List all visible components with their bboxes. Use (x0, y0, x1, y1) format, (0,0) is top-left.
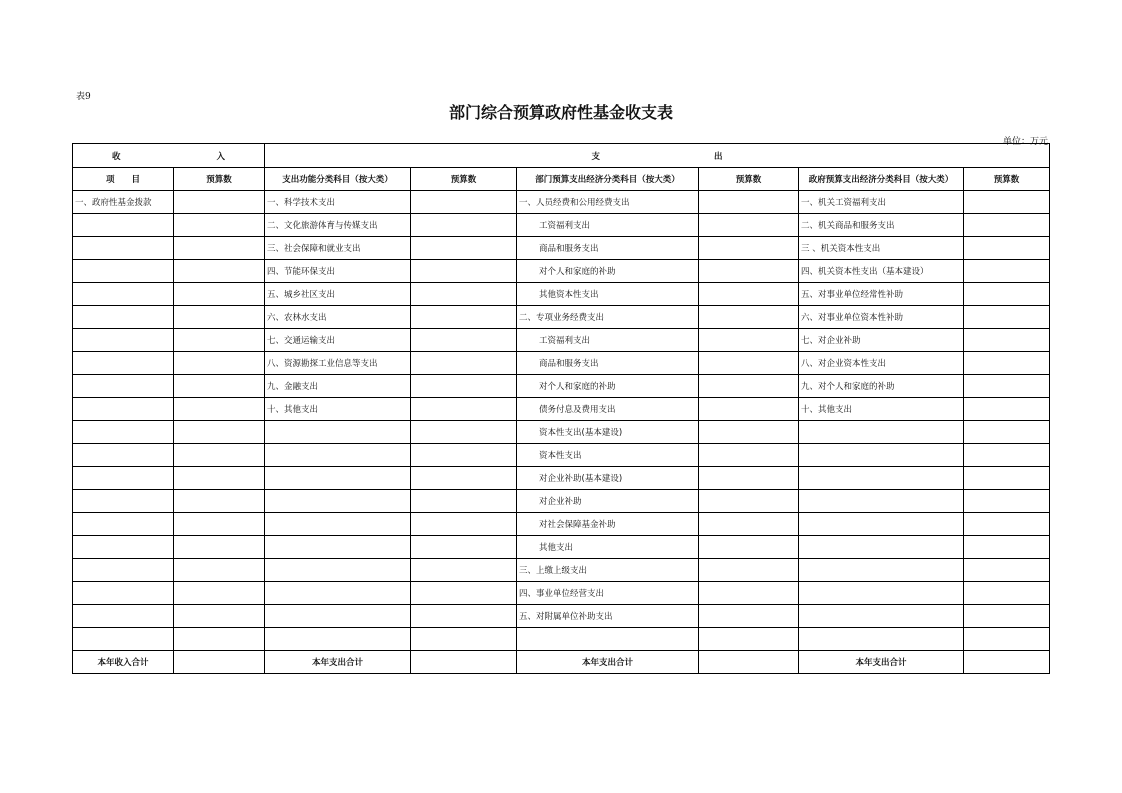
column-header-row (73, 168, 1050, 191)
func-item-cell: 六、农林水支出 (265, 306, 411, 329)
table-row (73, 536, 1050, 559)
dept-budget-cell (699, 444, 799, 467)
dept-item-cell: 工资福利支出 (517, 214, 699, 237)
unit-label: 单位：万元 (1002, 137, 1048, 147)
func-budget-cell (411, 306, 517, 329)
income-item-cell (73, 444, 174, 467)
col-header-func: 支出功能分类科目（按大类） (265, 168, 411, 191)
income-item-cell (73, 375, 174, 398)
dept-total-label: 本年支出合计 (517, 651, 699, 674)
dept-item-cell: 对社会保障基金补助 (517, 513, 699, 536)
func-budget-cell (411, 260, 517, 283)
gov-item-cell: 四、机关资本性支出（基本建设） (799, 260, 964, 283)
income-budget-cell (174, 237, 265, 260)
gov-budget-cell (964, 467, 1050, 490)
totals-row (73, 651, 1050, 674)
gov-item-cell: 十、其他支出 (799, 398, 964, 421)
table-row (73, 559, 1050, 582)
income-item-cell (73, 329, 174, 352)
gov-item-cell (799, 605, 964, 628)
func-budget-cell (411, 559, 517, 582)
func-budget-cell (411, 375, 517, 398)
func-item-cell: 三、社会保障和就业支出 (265, 237, 411, 260)
income-budget-cell (174, 536, 265, 559)
income-section-header (73, 144, 265, 168)
col-header-gov: 政府预算支出经济分类科目（按大类） (799, 168, 964, 191)
dept-budget-cell (699, 398, 799, 421)
dept-budget-cell (699, 536, 799, 559)
income-left-char: 收 (111, 151, 121, 162)
dept-budget-cell (699, 605, 799, 628)
income-item-cell (73, 536, 174, 559)
expense-right-char: 出 (714, 151, 723, 162)
func-budget-cell (411, 191, 517, 214)
income-budget-cell (174, 628, 265, 651)
table-row (73, 467, 1050, 490)
gov-item-cell: 二、机关商品和服务支出 (799, 214, 964, 237)
dept-item-cell: 其他资本性支出 (517, 283, 699, 306)
func-budget-cell (411, 352, 517, 375)
dept-budget-cell (699, 260, 799, 283)
dept-item-cell: 二、专项业务经费支出 (517, 306, 699, 329)
gov-budget-cell (964, 329, 1050, 352)
gov-budget-cell (964, 605, 1050, 628)
gov-budget-cell (964, 536, 1050, 559)
dept-item-cell: 对个人和家庭的补助 (517, 375, 699, 398)
income-budget-cell (174, 214, 265, 237)
table-row (73, 513, 1050, 536)
func-item-cell (265, 582, 411, 605)
income-budget-cell (174, 398, 265, 421)
col-header-dept-budget: 预算数 (699, 168, 799, 191)
table-row (73, 260, 1050, 283)
func-budget-cell (411, 398, 517, 421)
income-budget-cell (174, 306, 265, 329)
func-budget-cell (411, 214, 517, 237)
table-row (73, 329, 1050, 352)
gov-budget-cell (964, 375, 1050, 398)
func-budget-cell (411, 467, 517, 490)
gov-budget-cell (964, 283, 1050, 306)
gov-item-cell: 九、对个人和家庭的补助 (799, 375, 964, 398)
income-budget-cell (174, 191, 265, 214)
income-item-cell (73, 628, 174, 651)
dept-budget-cell (699, 352, 799, 375)
col-header-gov-budget: 预算数 (964, 168, 1050, 191)
col-header-item: 项 目 (73, 168, 174, 191)
income-budget-cell (174, 467, 265, 490)
table-row (73, 628, 1050, 651)
dept-item-cell: 资本性支出(基本建设) (517, 421, 699, 444)
gov-total-value (964, 651, 1050, 674)
income-item-cell (73, 559, 174, 582)
gov-item-cell (799, 490, 964, 513)
page-title: 部门综合预算政府性基金收支表 (448, 103, 673, 122)
section-header-row (73, 144, 1050, 168)
gov-item-cell: 六、对事业单位资本性补助 (799, 306, 964, 329)
table-row (73, 191, 1050, 214)
income-budget-cell (174, 605, 265, 628)
gov-budget-cell (964, 398, 1050, 421)
func-item-cell: 一、科学技术支出 (265, 191, 411, 214)
gov-budget-cell (964, 513, 1050, 536)
dept-item-cell: 工资福利支出 (517, 329, 699, 352)
dept-item-cell: 对企业补助 (517, 490, 699, 513)
func-budget-cell (411, 582, 517, 605)
income-total-value (174, 651, 265, 674)
dept-item-cell: 商品和服务支出 (517, 352, 699, 375)
income-budget-cell (174, 260, 265, 283)
table-row (73, 306, 1050, 329)
income-item-cell (73, 467, 174, 490)
gov-item-cell: 七、对企业补助 (799, 329, 964, 352)
dept-item-cell: 四、事业单位经营支出 (517, 582, 699, 605)
income-item-cell: 一、政府性基金拨款 (73, 191, 174, 214)
dept-total-value (699, 651, 799, 674)
func-total-value (411, 651, 517, 674)
table-row (73, 283, 1050, 306)
func-item-cell (265, 490, 411, 513)
gov-item-cell: 一、机关工资福利支出 (799, 191, 964, 214)
income-budget-cell (174, 375, 265, 398)
func-item-cell: 五、城乡社区支出 (265, 283, 411, 306)
income-item-cell (73, 398, 174, 421)
income-budget-cell (174, 559, 265, 582)
func-item-cell: 七、交通运输支出 (265, 329, 411, 352)
gov-item-cell (799, 536, 964, 559)
func-item-cell: 四、节能环保支出 (265, 260, 411, 283)
gov-budget-cell (964, 214, 1050, 237)
dept-budget-cell (699, 513, 799, 536)
table-row (73, 421, 1050, 444)
gov-budget-cell (964, 260, 1050, 283)
income-item-cell (73, 283, 174, 306)
gov-budget-cell (964, 559, 1050, 582)
func-budget-cell (411, 628, 517, 651)
gov-budget-cell (964, 628, 1050, 651)
income-item-cell (73, 490, 174, 513)
table-row (73, 214, 1050, 237)
dept-budget-cell (699, 191, 799, 214)
gov-budget-cell (964, 237, 1050, 260)
dept-budget-cell (699, 214, 799, 237)
dept-budget-cell (699, 283, 799, 306)
income-budget-cell (174, 490, 265, 513)
func-budget-cell (411, 283, 517, 306)
income-item-cell (73, 605, 174, 628)
gov-item-cell (799, 628, 964, 651)
income-item-cell (73, 214, 174, 237)
income-right-char: 入 (216, 151, 226, 162)
func-item-cell (265, 559, 411, 582)
gov-budget-cell (964, 191, 1050, 214)
table-row (73, 237, 1050, 260)
func-item-cell (265, 444, 411, 467)
dept-budget-cell (699, 306, 799, 329)
col-header-income-budget: 预算数 (174, 168, 265, 191)
income-item-cell (73, 260, 174, 283)
dept-budget-cell (699, 421, 799, 444)
func-budget-cell (411, 329, 517, 352)
dept-item-cell: 三、上缴上级支出 (517, 559, 699, 582)
func-item-cell: 二、文化旅游体育与传媒支出 (265, 214, 411, 237)
func-budget-cell (411, 444, 517, 467)
func-budget-cell (411, 605, 517, 628)
gov-budget-cell (964, 582, 1050, 605)
col-header-func-budget: 预算数 (411, 168, 517, 191)
dept-budget-cell (699, 467, 799, 490)
table-number: 表9 (76, 92, 91, 102)
func-item-cell (265, 605, 411, 628)
dept-item-cell (517, 628, 699, 651)
dept-item-cell: 五、对附属单位补助支出 (517, 605, 699, 628)
table-row (73, 444, 1050, 467)
expense-left-char: 支 (591, 151, 601, 162)
func-item-cell (265, 628, 411, 651)
dept-budget-cell (699, 582, 799, 605)
income-budget-cell (174, 444, 265, 467)
gov-budget-cell (964, 306, 1050, 329)
dept-item-cell: 商品和服务支出 (517, 237, 699, 260)
income-budget-cell (174, 352, 265, 375)
gov-item-cell: 五、对事业单位经常性补助 (799, 283, 964, 306)
func-item-cell: 十、其他支出 (265, 398, 411, 421)
dept-item-cell: 资本性支出 (517, 444, 699, 467)
gov-item-cell (799, 513, 964, 536)
col-header-dept: 部门预算支出经济分类科目（按大类） (517, 168, 699, 191)
func-item-cell (265, 536, 411, 559)
budget-table (72, 143, 1050, 674)
func-budget-cell (411, 421, 517, 444)
func-item-cell (265, 467, 411, 490)
func-total-label: 本年支出合计 (265, 651, 411, 674)
table-row (73, 605, 1050, 628)
dept-item-cell: 对个人和家庭的补助 (517, 260, 699, 283)
income-budget-cell (174, 582, 265, 605)
dept-budget-cell (699, 375, 799, 398)
func-item-cell (265, 513, 411, 536)
gov-budget-cell (964, 490, 1050, 513)
dept-budget-cell (699, 628, 799, 651)
gov-budget-cell (964, 444, 1050, 467)
dept-budget-cell (699, 329, 799, 352)
income-budget-cell (174, 513, 265, 536)
table-row (73, 582, 1050, 605)
table-row (73, 490, 1050, 513)
func-budget-cell (411, 237, 517, 260)
dept-item-cell: 一、人员经费和公用经费支出 (517, 191, 699, 214)
income-item-cell (73, 421, 174, 444)
dept-item-cell: 债务付息及费用支出 (517, 398, 699, 421)
gov-item-cell (799, 421, 964, 444)
income-item-cell (73, 237, 174, 260)
table-row (73, 352, 1050, 375)
dept-item-cell: 其他支出 (517, 536, 699, 559)
func-item-cell: 八、资源勘探工业信息等支出 (265, 352, 411, 375)
income-item-cell (73, 352, 174, 375)
table-row (73, 375, 1050, 398)
gov-total-label: 本年支出合计 (799, 651, 964, 674)
income-item-cell (73, 582, 174, 605)
expense-section-header (265, 144, 1050, 168)
dept-budget-cell (699, 559, 799, 582)
income-item-cell (73, 513, 174, 536)
dept-budget-cell (699, 237, 799, 260)
func-item-cell (265, 421, 411, 444)
income-total-label: 本年收入合计 (73, 651, 174, 674)
income-budget-cell (174, 329, 265, 352)
func-budget-cell (411, 536, 517, 559)
func-budget-cell (411, 490, 517, 513)
gov-item-cell (799, 582, 964, 605)
gov-item-cell: 三 、机关资本性支出 (799, 237, 964, 260)
func-item-cell: 九、金融支出 (265, 375, 411, 398)
gov-budget-cell (964, 352, 1050, 375)
gov-item-cell: 八、对企业资本性支出 (799, 352, 964, 375)
income-item-cell (73, 306, 174, 329)
gov-item-cell (799, 444, 964, 467)
income-budget-cell (174, 421, 265, 444)
income-budget-cell (174, 283, 265, 306)
gov-budget-cell (964, 421, 1050, 444)
func-budget-cell (411, 513, 517, 536)
dept-item-cell: 对企业补助(基本建设) (517, 467, 699, 490)
dept-budget-cell (699, 490, 799, 513)
gov-item-cell (799, 559, 964, 582)
table-row (73, 398, 1050, 421)
gov-item-cell (799, 467, 964, 490)
